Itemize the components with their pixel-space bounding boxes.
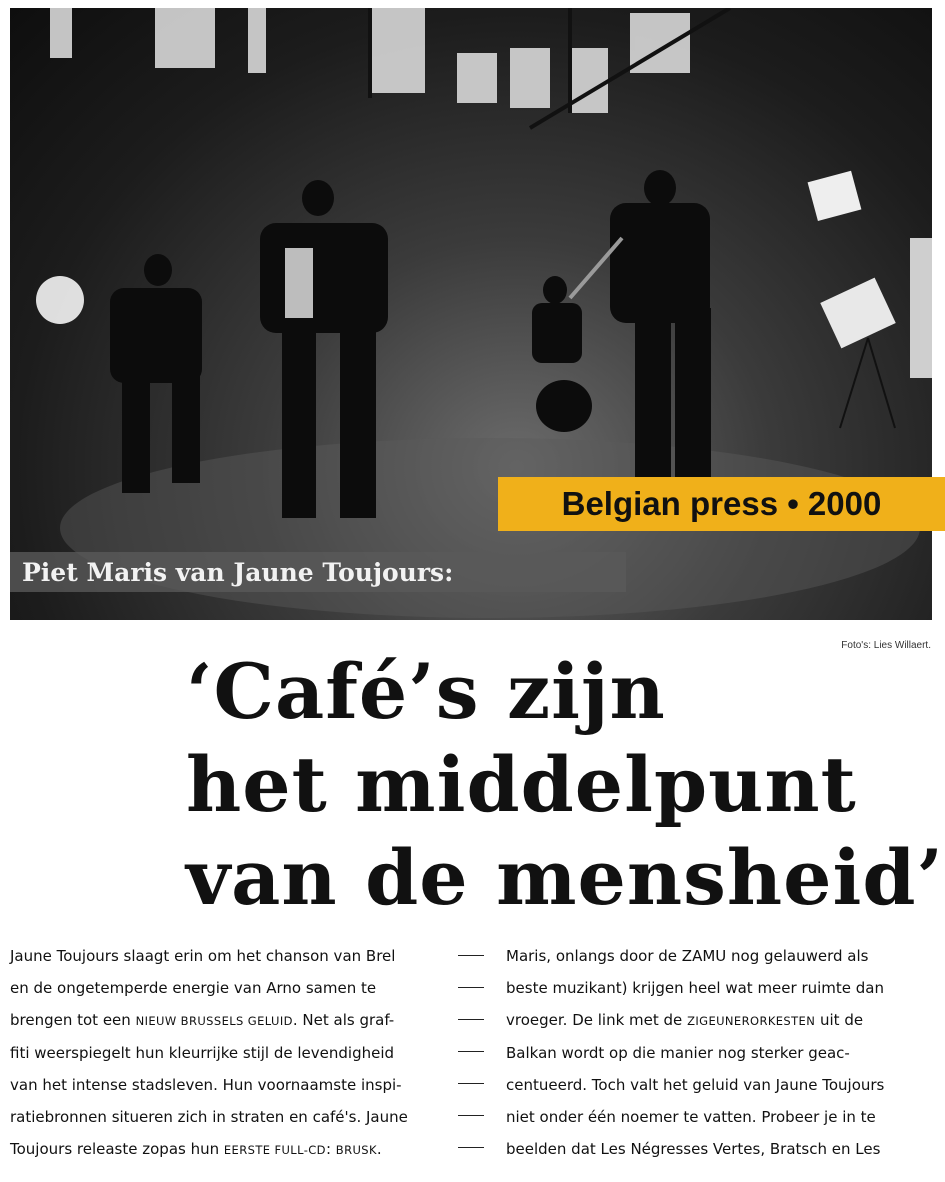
text-run: Toujours releaste zopas hun xyxy=(10,1140,224,1158)
kicker-title: Piet Maris van Jaune Toujours: xyxy=(22,558,454,587)
text-line: Balkan wordt op die manier nog sterker geac- xyxy=(506,1044,850,1062)
article-column-left xyxy=(10,940,442,1166)
text-line xyxy=(10,1004,442,1037)
small-caps-run: NIEUW BRUSSELS GELUID xyxy=(135,1014,293,1028)
text-line xyxy=(10,1133,442,1166)
press-badge: Belgian press • 2000 xyxy=(498,477,945,531)
text-line: Jaune Toujours slaagt erin om het chanson van Brel xyxy=(10,947,396,965)
photo-credit: Foto's: Lies Willaert. xyxy=(841,640,931,651)
text-line: van het intense stadsleven. Hun voornaamste inspi- xyxy=(10,1076,402,1094)
text-line: fiti weerspiegelt hun kleurrijke stijl de levendigheid xyxy=(10,1044,395,1062)
article-column-right xyxy=(506,940,938,1165)
headline-line-1: ‘Café’s zijn xyxy=(186,647,666,736)
text-run: vroeger. De link met de xyxy=(506,1011,688,1029)
text-run: : xyxy=(325,1140,336,1158)
dash xyxy=(458,987,484,1019)
dash xyxy=(458,1147,484,1179)
small-caps-run: EERSTE FULL-CD xyxy=(223,1143,326,1157)
text-line: beste muzikant) krijgen heel wat meer ruimte dan xyxy=(506,979,885,997)
text-run: uit de xyxy=(815,1011,864,1029)
dash xyxy=(458,1051,484,1083)
dash xyxy=(458,1083,484,1115)
dash xyxy=(458,955,484,987)
headline-line-3: van de mensheid’ xyxy=(186,833,944,922)
text-line: beelden dat Les Négresses Vertes, Bratsch en Les xyxy=(506,1140,881,1158)
column-divider-dashes xyxy=(458,955,484,1179)
dash xyxy=(458,1115,484,1147)
text-run: . Net als graf- xyxy=(292,1011,395,1029)
headline xyxy=(186,645,944,924)
small-caps-run: BRUSK xyxy=(335,1143,377,1157)
dash xyxy=(458,1019,484,1051)
text-run: brengen tot een xyxy=(10,1011,136,1029)
text-run: . xyxy=(376,1140,382,1158)
text-line xyxy=(506,1004,938,1037)
small-caps-run: ZIGEUNERORKESTEN xyxy=(687,1014,816,1028)
text-line: en de ongetemperde energie van Arno samen te xyxy=(10,979,377,997)
text-line: niet onder één noemer te vatten. Probeer je in te xyxy=(506,1108,876,1126)
headline-line-2: het middelpunt xyxy=(186,740,857,829)
text-line: centueerd. Toch valt het geluid van Jaune Toujours xyxy=(506,1076,885,1094)
text-line: Maris, onlangs door de ZAMU nog gelauwerd als xyxy=(506,947,869,965)
text-line: ratiebronnen situeren zich in straten en café's. Jaune xyxy=(10,1108,408,1126)
